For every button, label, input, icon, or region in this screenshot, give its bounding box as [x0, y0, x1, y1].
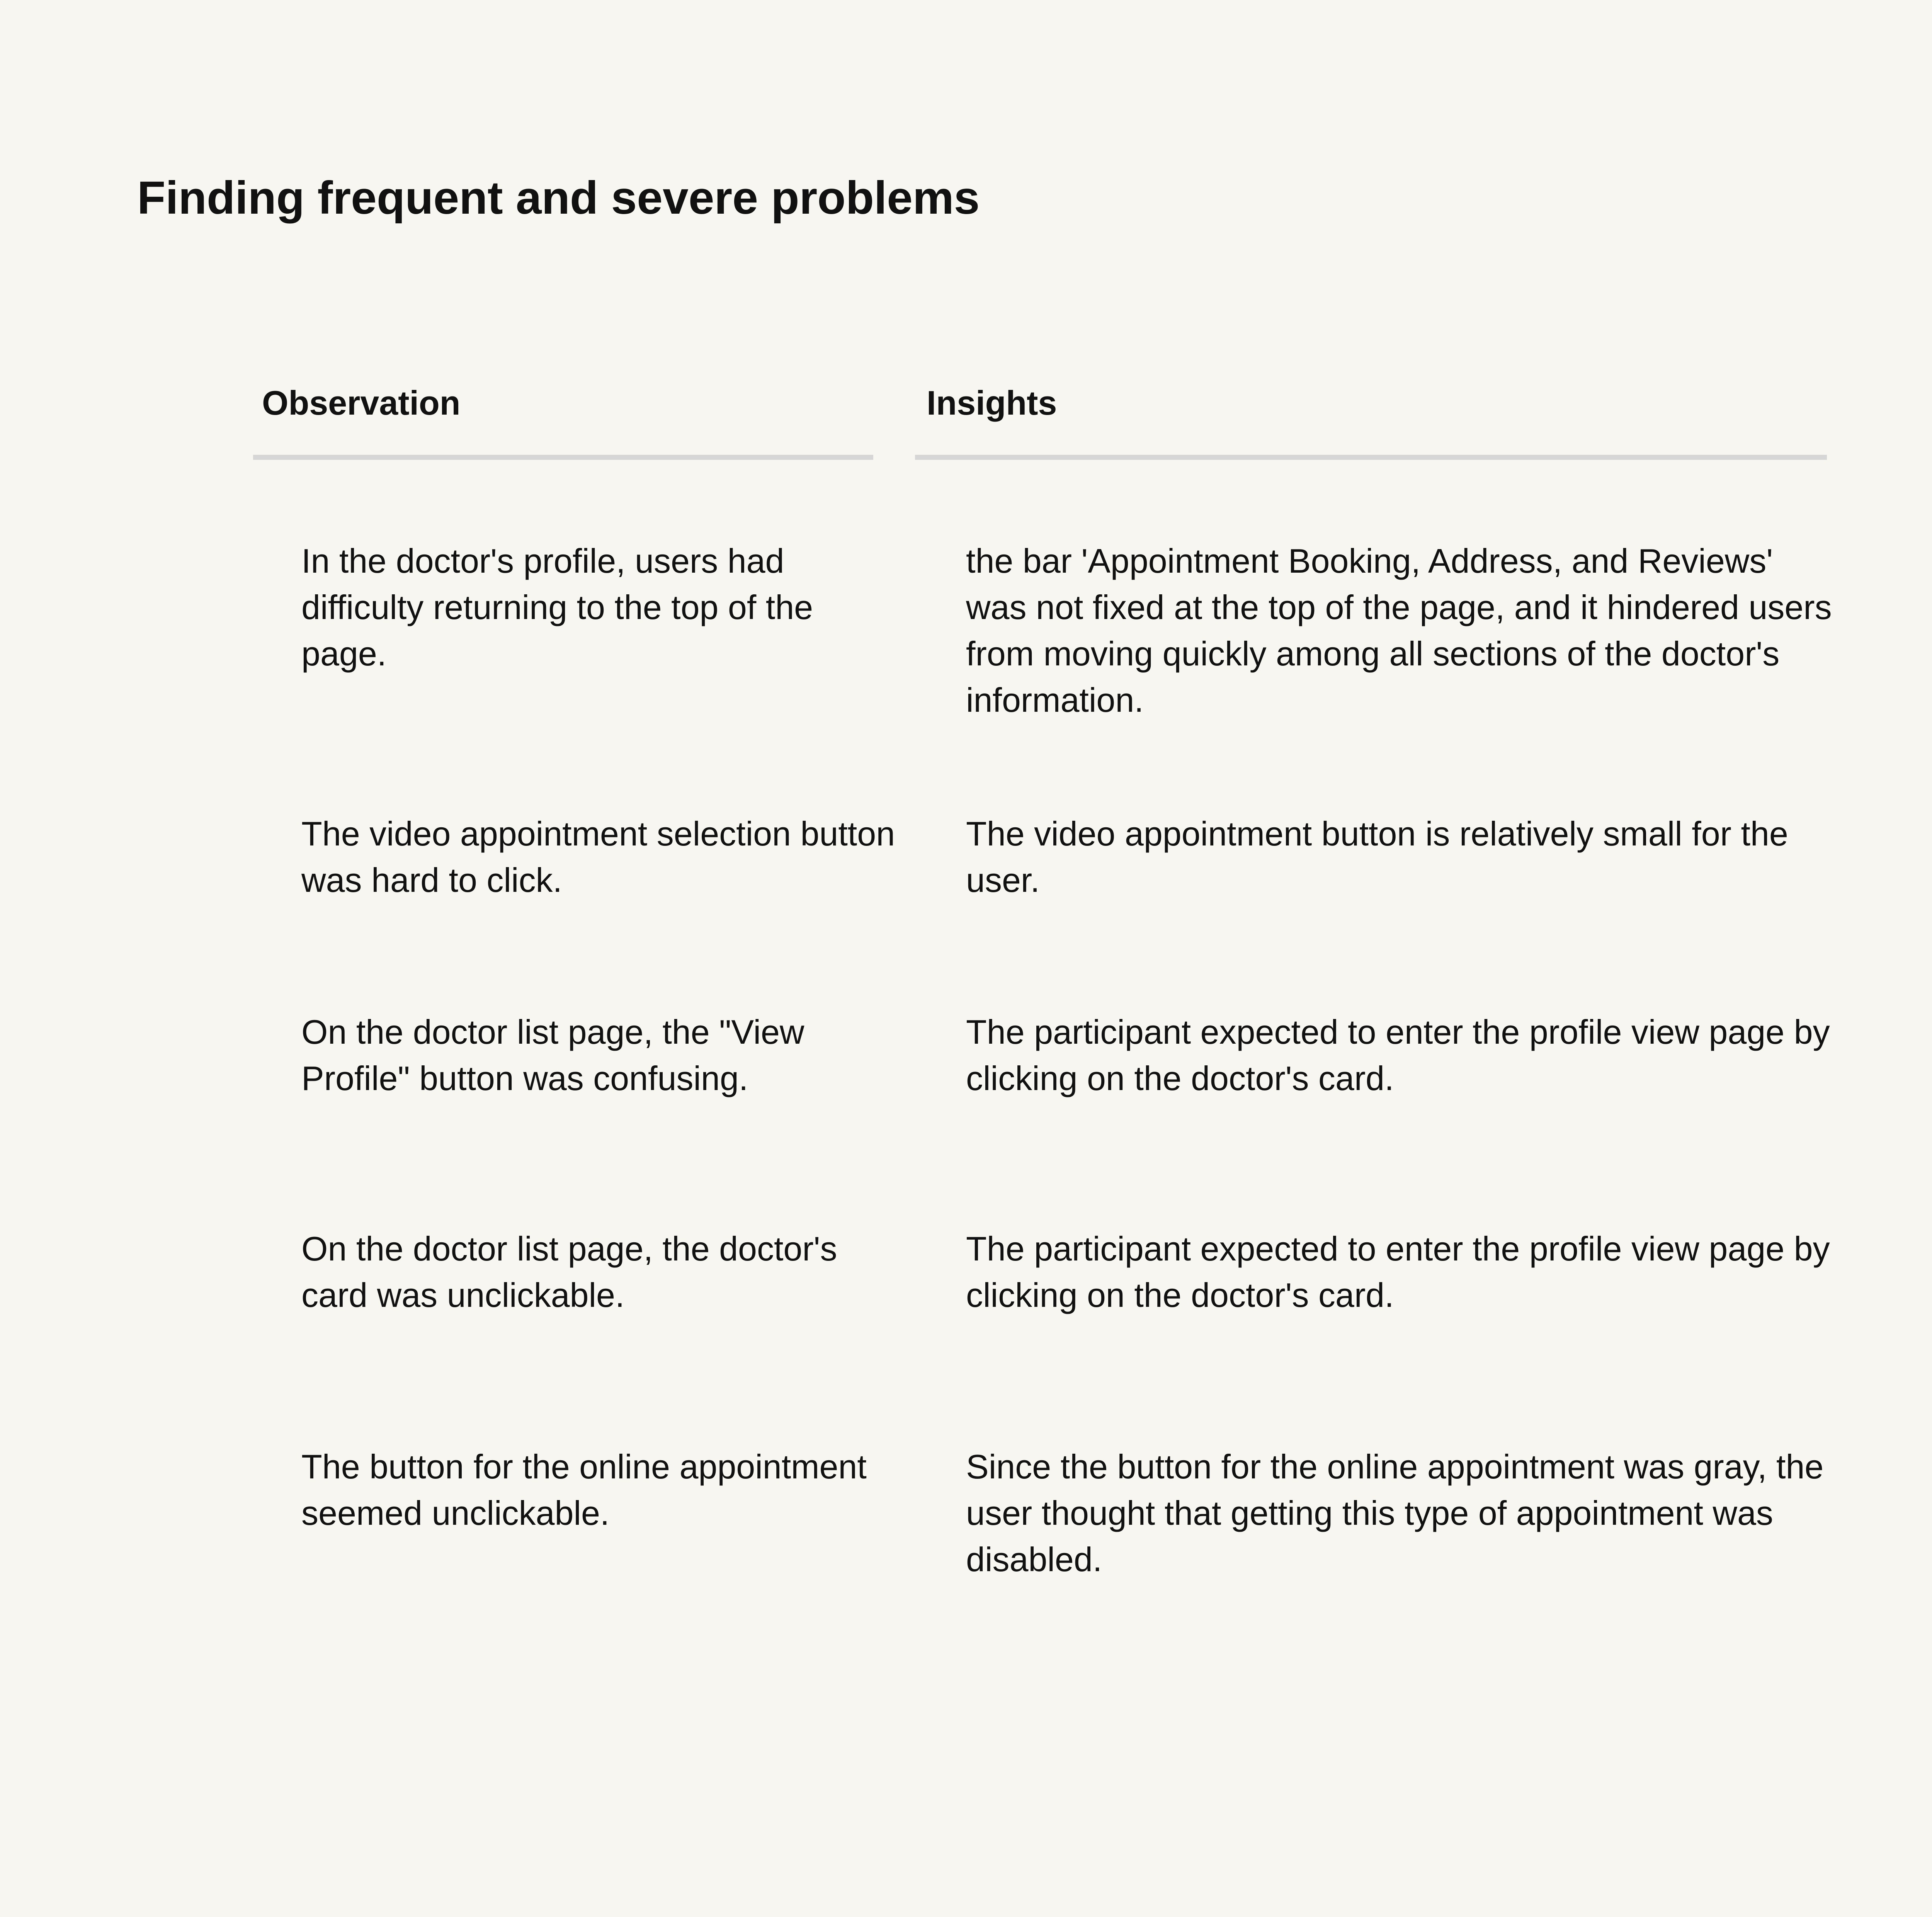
insight-cell: The participant expected to enter the profile view page by clicking on the doctor's card.	[966, 1230, 1830, 1314]
header-divider-observation	[253, 455, 873, 460]
header-divider-insights	[915, 455, 1827, 460]
insight-cell: the bar 'Appointment Booking, Address, and Reviews' was not fixed at the top of the page, and it hindered users from moving quickly among all sections of the doctor's information.	[966, 542, 1832, 719]
insight-cell: Since the button for the online appointment was gray, the user thought that getting this type of appointment was disabled.	[966, 1448, 1824, 1579]
column-header-insights: Insights	[927, 384, 1057, 422]
column-header-observation: Observation	[262, 384, 461, 422]
page-title: Finding frequent and severe problems	[137, 172, 980, 224]
insight-cell: The participant expected to enter the profile view page by clicking on the doctor's card.	[966, 1013, 1830, 1097]
insight-cell: The video appointment button is relatively small for the user.	[966, 815, 1788, 899]
observation-cell: On the doctor list page, the doctor's card was unclickable.	[301, 1230, 837, 1314]
observation-cell: The video appointment selection button was hard to click.	[301, 815, 895, 899]
observation-cell: On the doctor list page, the "View Profile" button was confusing.	[301, 1013, 804, 1097]
observation-cell: The button for the online appointment seemed unclickable.	[301, 1448, 867, 1532]
observation-cell: In the doctor's profile, users had difficulty returning to the top of the page.	[301, 542, 813, 673]
